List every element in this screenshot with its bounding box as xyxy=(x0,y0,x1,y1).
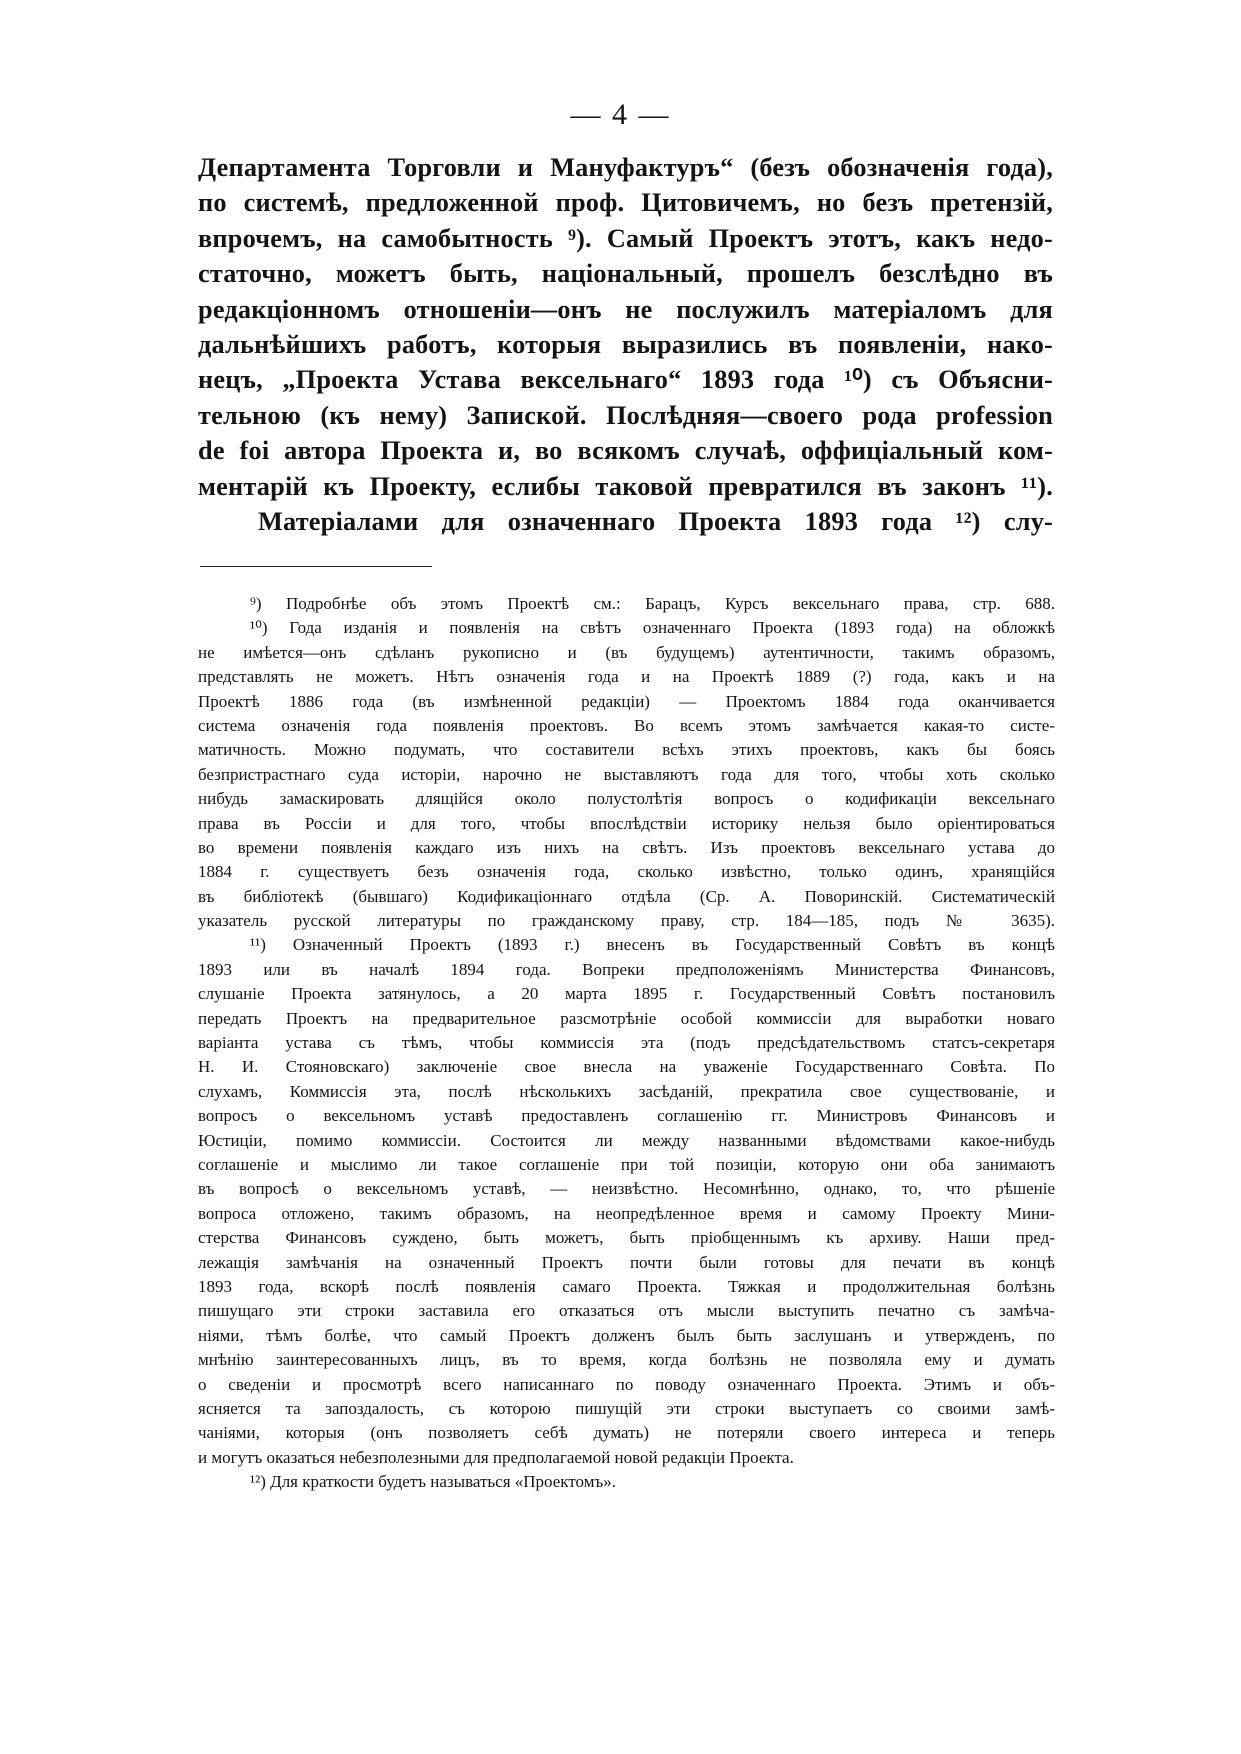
footnote-line: матичность. Можно подумать, что составители всѣхъ этихъ проектовъ, какъ бы боясь xyxy=(198,740,1055,760)
footnote-line: безпристрастнаго суда исторіи, нарочно не выставляютъ года для того, чтобы хоть сколько xyxy=(198,764,1055,784)
main-text xyxy=(198,150,1053,539)
footnote-line: мнѣнію заинтересованныхъ лицъ, въ то время, когда болѣзнь не позволяла ему и думать xyxy=(198,1350,1055,1370)
footnote-line: въ библіотекѣ (бывшаго) Кодификаціоннаго отдѣла (Ср. А. Поворинскій. Систематическій xyxy=(198,886,1055,906)
footnote-line: указатель русской литературы по гражданскому праву, стр. 184—185, подъ № 3635). xyxy=(198,911,1055,931)
body-line: впрочемъ, на самобытность ⁹). Самый Проектъ этотъ, какъ недо- xyxy=(198,223,1053,253)
footnote-line: Юстиціи, помимо коммиссіи. Состоится ли между названными вѣдомствами какое-нибудь xyxy=(198,1130,1055,1150)
footnote-divider xyxy=(200,566,432,567)
footnote-line: вопросъ о вексельномъ уставѣ предоставленъ соглашенію гг. Министровъ Финансовъ и xyxy=(198,1106,1055,1126)
body-line: редакціонномъ отношеніи—онъ не послужилъ матеріаломъ для xyxy=(198,294,1053,324)
footnote-line: слухамъ, Коммиссія эта, послѣ нѣсколькихъ засѣданій, прекратила свое существованіе, и xyxy=(198,1081,1055,1101)
footnote-line: нибудь замаскировать длящійся около полустолѣтія вопросъ о кодификаціи вексельнаго xyxy=(198,789,1055,809)
body-line: тельною (къ нему) Запиской. Послѣдняя—своего рода profession xyxy=(198,400,1053,430)
body-line: Департамента Торговли и Мануфактуръ“ (безъ обозначенія года), xyxy=(198,153,1053,182)
body-line: de foi автора Проекта и, во всякомъ случаѣ, оффиціальный ком- xyxy=(198,436,1053,466)
footnote-line: передать Проектъ на предварительное разсмотрѣніе особой коммиссіи для выработки новаго xyxy=(198,1008,1055,1028)
footnote-line: ¹⁰) Года изданія и появленія на свѣтъ означеннаго Проекта (1893 года) на обложкѣ xyxy=(250,618,1055,638)
footnote-line: 1884 г. существуетъ безъ означенія года, сколько извѣстно, только одинъ, хранящійся xyxy=(198,862,1055,882)
footnote-line: 1893 или въ началѣ 1894 года. Вопреки предположеніямъ Министерства Финансовъ, xyxy=(198,959,1055,979)
footnote-line: ясняется та запоздалость, съ которою пишущій эти строки выступаетъ со своими замѣ- xyxy=(198,1398,1055,1418)
footnote-line: вопроса отложено, такимъ образомъ, на неопредѣленное время и самому Проекту Мини- xyxy=(198,1203,1055,1223)
footnotes xyxy=(198,592,1055,1494)
footnote-line: варіанта устава съ тѣмъ, чтобы коммиссія эта (подъ предсѣдательствомъ статсъ-секретаря xyxy=(198,1033,1055,1053)
body-line: по системѣ, предложенной проф. Цитовичемъ, но безъ претензій, xyxy=(198,188,1053,218)
footnote-line: ніями, тѣмъ болѣе, что самый Проектъ долженъ былъ быть заслушанъ и утвержденъ, по xyxy=(198,1325,1055,1345)
footnote-line: лежащія замѣчанія на означенный Проектъ почти были готовы для печати въ концѣ xyxy=(198,1252,1055,1272)
footnote-line: слушаніе Проекта затянулось, а 20 марта 1895 г. Государственный Совѣтъ постановилъ xyxy=(198,984,1055,1004)
body-line: дальнѣйшихъ работъ, которыя выразились въ появленіи, нако- xyxy=(198,329,1053,359)
footnote-line: въ вопросѣ о вексельномъ уставѣ, — неизвѣстно. Несомнѣнно, однако, то, что рѣшеніе xyxy=(198,1179,1055,1199)
footnote-line: во времени появленія каждаго изъ нихъ на свѣтъ. Изъ проектовъ вексельнаго устава до xyxy=(198,837,1055,857)
footnote-line: ¹¹) Означенный Проектъ (1893 г.) внесенъ въ Государственный Совѣтъ въ концѣ xyxy=(250,935,1055,955)
footnote-line: Проектѣ 1886 года (въ измѣненной редакціи) — Проектомъ 1884 года оканчивается xyxy=(198,691,1055,711)
footnote-line: ¹²) Для краткости будетъ называться «Проектомъ». xyxy=(250,1472,617,1492)
footnote-line: соглашеніе и мыслимо ли такое соглашеніе при той позиціи, которую они оба занимаютъ xyxy=(198,1154,1055,1174)
footnote-line: пишущаго эти строки заставила его отказаться отъ мысли выступить печатно съ замѣча- xyxy=(198,1301,1055,1321)
footnote-line: 1893 года, вскорѣ послѣ появленія самаго Проекта. Тяжкая и продолжительная болѣзнь xyxy=(198,1276,1055,1296)
footnote-line: стерства Финансовъ суждено, быть можетъ, быть пріобщеннымъ къ архиву. Наши пред- xyxy=(198,1228,1055,1248)
footnote-line: чаніями, которыя (онъ позволяетъ себѣ думать) не потеряли своего интереса и теперь xyxy=(198,1423,1055,1443)
body-line: статочно, можетъ быть, національный, прошелъ безслѣдно въ xyxy=(198,259,1053,289)
footnote-line: Н. И. Стояновскаго) заключеніе свое внесла на уваженіе Государственнаго Совѣта. По xyxy=(198,1057,1055,1077)
footnote-line: система означенія года появленія проектовъ. Во всемъ этомъ замѣчается какая-то систе- xyxy=(198,715,1055,735)
footnote-line: представлять не можетъ. Нѣтъ означенія года и на Проектѣ 1889 (?) года, какъ и на xyxy=(198,667,1055,687)
page-number: — 4 — xyxy=(570,98,671,131)
footnote-line: не имѣется—онъ сдѣланъ рукописно и (въ будущемъ) аутентичности, такимъ образомъ, xyxy=(198,642,1055,662)
body-line: Матеріалами для означеннаго Проекта 1893 года ¹²) слу- xyxy=(258,506,1053,536)
body-line: нецъ, „Проекта Устава вексельнаго“ 1893 года ¹⁰) съ Объясни- xyxy=(198,365,1053,395)
footnote-line: и могутъ оказаться небезполезными для предполагаемой новой редакціи Проекта. xyxy=(198,1447,794,1467)
footnote-line: права въ Россіи и для того, чтобы впослѣдствіи историку нельзя было оріентироваться xyxy=(198,813,1055,833)
footnote-line: о сведеніи и просмотрѣ всего написаннаго по поводу означеннаго Проекта. Этимъ и объ- xyxy=(198,1374,1055,1394)
footnote-line: ⁹) Подробнѣе объ этомъ Проектѣ см.: Барацъ, Курсъ вексельнаго права, стр. 688. xyxy=(250,594,1055,613)
body-line: ментарій къ Проекту, еслибы таковой превратился въ законъ ¹¹). xyxy=(198,471,1053,501)
